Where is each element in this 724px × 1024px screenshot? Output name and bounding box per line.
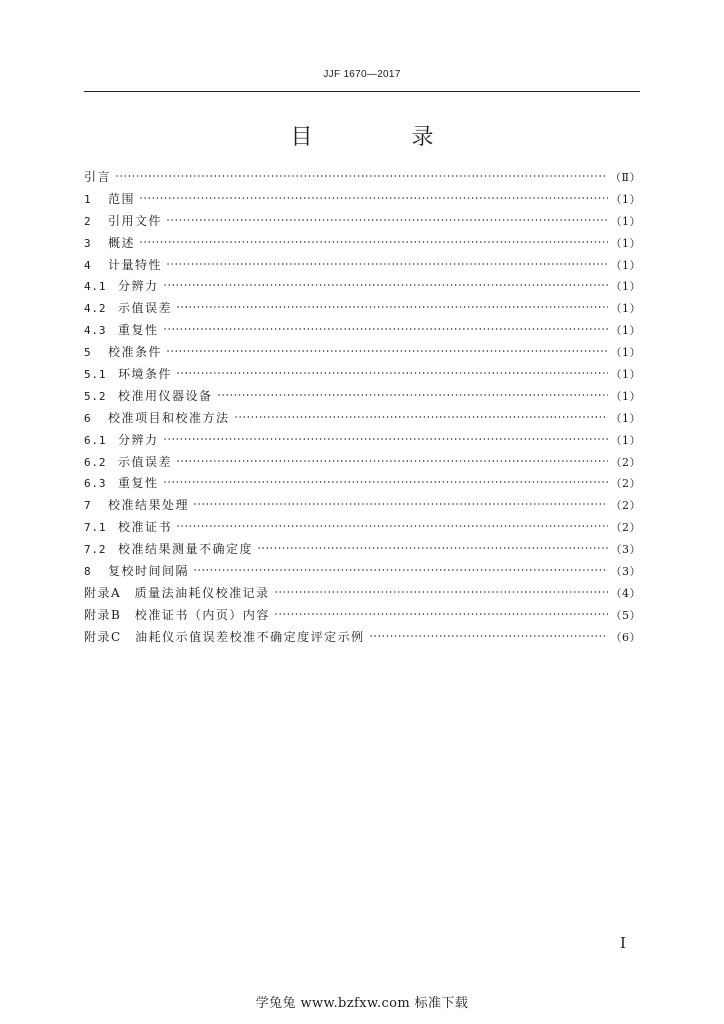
toc-entry-label: 复校时间间隔 (108, 564, 190, 579)
toc-entry[interactable] (84, 409, 641, 431)
toc-entry-number: 4.1 (84, 280, 107, 294)
toc-dot-leader (257, 546, 607, 550)
toc-entry-label: 计量特性 (108, 257, 163, 272)
toc-entry[interactable] (84, 277, 641, 299)
toc-dot-leader (176, 459, 607, 463)
toc-entry-label: 分辨力 (118, 432, 159, 447)
toc-entry-label: 引言 (84, 170, 112, 184)
toc-entry[interactable] (84, 321, 641, 343)
toc-entry-label: 校准结果处理 (108, 498, 190, 513)
toc-entry-label: 校准结果测量不确定度 (118, 542, 254, 557)
toc-entry[interactable] (84, 168, 641, 190)
toc-entry[interactable] (84, 431, 641, 453)
toc-dot-leader (176, 371, 607, 375)
toc-entry-page: （2） (610, 477, 641, 491)
toc-entry-number: 7.2 (84, 543, 107, 557)
toc-dot-leader (163, 283, 608, 287)
toc-entry-number: 5.2 (84, 389, 107, 403)
toc-dot-leader (193, 568, 607, 572)
toc-entry-page: （6） (610, 630, 641, 644)
toc-entry-page: （1） (610, 346, 641, 360)
toc-entry-page: （1） (610, 368, 641, 382)
toc-entry[interactable] (84, 518, 641, 540)
toc-dot-leader (369, 634, 608, 638)
toc-entry[interactable] (84, 190, 641, 212)
toc-entry[interactable] (84, 474, 641, 496)
toc-entry-page: （1） (610, 258, 641, 272)
toc-dot-leader (115, 174, 607, 178)
toc-entry-label: 校准项目和校准方法 (108, 410, 230, 425)
toc-dot-leader (166, 218, 607, 222)
toc-dot-leader (163, 437, 608, 441)
toc-entry-label: 分辨力 (118, 279, 159, 294)
toc-entry[interactable] (84, 584, 641, 606)
toc-entry-label: 附录B 校准证书（内页）内容 (84, 607, 270, 622)
toc-entry-number: 8 (84, 565, 92, 579)
toc-entry[interactable] (84, 365, 641, 387)
toc-dot-leader (163, 327, 608, 331)
page-title: 目 录 (290, 125, 480, 150)
toc-entry[interactable] (84, 212, 641, 234)
toc-entry[interactable] (84, 628, 641, 650)
toc-dot-leader (166, 349, 607, 353)
toc-entry-label: 示值误差 (118, 454, 173, 469)
toc-entry-number: 4.2 (84, 302, 107, 316)
toc-entry-label: 示值误差 (118, 301, 173, 316)
toc-entry-number: 7.1 (84, 521, 107, 535)
toc-entry-page: （1） (610, 302, 641, 316)
toc-entry-page: （3） (610, 543, 641, 557)
toc-entry[interactable] (84, 299, 641, 321)
toc-entry-page: （5） (610, 608, 641, 622)
toc-dot-leader (139, 196, 607, 200)
toc-entry-number: 6.3 (84, 477, 107, 491)
toc-entry[interactable] (84, 256, 641, 278)
toc-entry-number: 2 (84, 214, 92, 228)
toc-entry-number: 3 (84, 236, 92, 250)
page-number: I (620, 934, 626, 952)
toc-entry-number: 1 (84, 192, 92, 206)
toc-dot-leader (217, 393, 608, 397)
toc-dot-leader (163, 480, 608, 484)
toc-entry-page: （1） (610, 214, 641, 228)
toc-entry-page: （3） (610, 565, 641, 579)
toc-entry-page: （1） (610, 324, 641, 338)
toc-entry-page: （1） (610, 433, 641, 447)
toc-entry-label: 校准用仪器设备 (118, 388, 213, 403)
standard-code: JJF 1670—2017 (323, 69, 401, 80)
toc-entry-label: 概述 (108, 235, 136, 250)
toc-entry-page: （2） (610, 455, 641, 469)
toc-dot-leader (176, 305, 607, 309)
toc-entry-label: 附录C 油耗仪示值误差校准不确定度评定示例 (84, 629, 365, 644)
toc-entry-number: 6 (84, 411, 92, 425)
toc-entry-label: 重复性 (118, 323, 159, 338)
toc-entry-page: （1） (610, 236, 641, 250)
toc-dot-leader (139, 240, 607, 244)
toc-dot-leader (274, 590, 608, 594)
toc-entry-number: 4 (84, 258, 92, 272)
toc-entry-label: 重复性 (118, 476, 159, 491)
toc-entry[interactable] (84, 453, 641, 475)
toc-entry-label: 范围 (108, 191, 136, 206)
toc-entry-page: （1） (610, 192, 641, 206)
toc-entry-page: （1） (610, 280, 641, 294)
toc-entry-number: 6.1 (84, 433, 107, 447)
toc-entry-number: 4.3 (84, 324, 107, 338)
toc-dot-leader (176, 524, 607, 528)
toc-entry-number: 7 (84, 499, 92, 513)
toc-entry[interactable] (84, 387, 641, 409)
toc-entry[interactable] (84, 343, 641, 365)
toc-dot-leader (274, 612, 608, 616)
toc-entry-number: 5.1 (84, 368, 107, 382)
header-divider (84, 91, 640, 92)
toc-entry-page: （2） (610, 521, 641, 535)
toc-entry-label: 环境条件 (118, 367, 173, 382)
toc-entry-number: 5 (84, 346, 92, 360)
toc-entry-page: （4） (610, 586, 641, 600)
toc-entry[interactable] (84, 606, 641, 628)
toc-entry[interactable] (84, 540, 641, 562)
toc-dot-leader (193, 502, 607, 506)
toc-entry-label: 校准证书 (118, 520, 173, 535)
toc-entry[interactable] (84, 234, 641, 256)
table-of-contents (84, 168, 641, 650)
toc-dot-leader (234, 415, 608, 419)
toc-entry[interactable] (84, 562, 641, 584)
toc-entry-page: （2） (610, 499, 641, 513)
toc-entry-page: （1） (610, 411, 641, 425)
footer-watermark: 学兔兔 www.bzfxw.com 标准下载 (255, 996, 469, 1011)
toc-entry-page: （Ⅱ） (610, 171, 641, 184)
toc-entry-label: 附录A 质量法油耗仪校准记录 (84, 585, 270, 600)
toc-entry-label: 引用文件 (108, 213, 163, 228)
toc-entry-number: 6.2 (84, 455, 107, 469)
toc-entry[interactable] (84, 496, 641, 518)
toc-dot-leader (166, 262, 607, 266)
toc-entry-label: 校准条件 (108, 345, 163, 360)
toc-entry-page: （1） (610, 389, 641, 403)
